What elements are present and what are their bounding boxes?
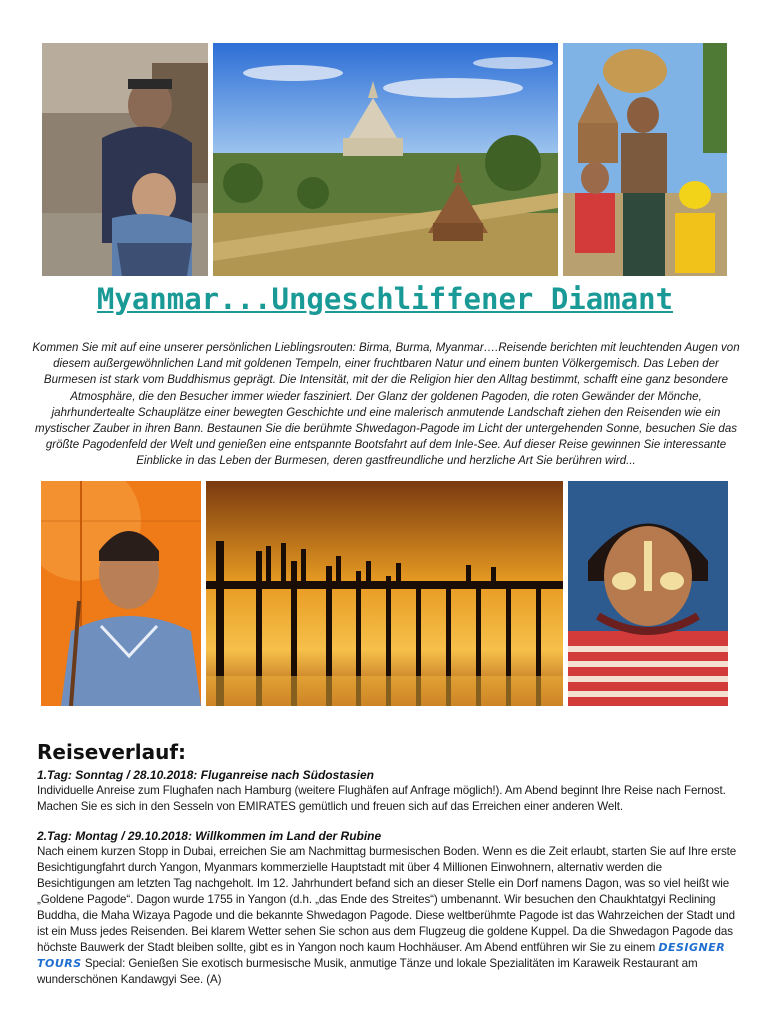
itinerary-heading: Reiseverlauf:	[37, 740, 187, 764]
day-2-text-main: Nach einem kurzen Stopp in Dubai, erreichen Sie am Nachmittag burmesischen Boden. Wenn es die Zeit erlaubt, starten Sie auf Ihre erste Besichtigungfahrt durch Yangon, Myanmars kommerzielle Hauptstadt mit über 4 Millionen Einwohnern, alternativ werden die Besichtigungen am letzten Tag nachgeholt. Im 12. Jahrhundert befand sich an dieser Stelle ein Dorf namens Dagon, was so viel heißt wie „Goldene Pagode“. Dagon wurde 1755 in Yangon (d.h. „das Ende des Streites“) umbenannt. Wir besuchen den Chaukhtatgyi Reclining Buddha, die Maha Wizaya Pagode und die bekannte Shwedagon Pagode. Diese weltberühmte Pagode ist das Wahrzeichen der Stadt und ist ein Muss jedes Reisenden. Bei klarem Wetter sehen Sie schon aus dem Flugzeug die goldene Kuppel. Da die Shwedagon Pagode das höchste Bauwerk der Stadt bleiben sollte, gibt es in Yangon noch kaum Hochhäuser. Am Abend entführen wir Sie zu einem	[37, 845, 737, 954]
day-1-heading: 1.Tag: Sonntag / 28.10.2018: Fluganreise nach Südostasien	[37, 768, 374, 782]
photo-grandmother-child	[42, 43, 208, 276]
photo-woman-with-basket	[563, 43, 727, 276]
intro-paragraph: Kommen Sie mit auf eine unserer persönlichen Lieblingsrouten: Birma, Burma, Myanmar….Reisende berichten mit leuchtenden Augen von diesem außergewöhnlichen Land mit goldenen Tempeln, einer fruchtbaren Natur und einem bunten Völkergemisch. Das Leben der Burmesen ist stark vom Buddhismus geprägt. Die Intensität, mit der die Religion hier den Alltag bestimmt, schafft eine ganz besondere Atmosphäre, die den Besucher immer wieder fasziniert. Der Glanz der goldenen Pagoden, die roten Gewänder der Mönche, jahrhundertealte Schauplätze einer bewegten Geschichte und eine malerisch anmutende Landschaft ziehen den Reisenden wie ein mystischer Zauber in ihren Bann. Bestaunen Sie die berühmte Shwedagon-Pagode im Licht der untergehenden Sonne, besuchen Sie das größte Pagodenfeld der Welt und genießen eine entspannte Bootsfahrt auf dem Inle-See. Auf dieser Reise gewinnen Sie interessante Einblicke in das Leben der Burmesen, deren gastfreundliche und herzliche Art Sie berühren wird...	[32, 342, 740, 468]
photo-ubein-bridge-sunset	[206, 481, 563, 706]
day-2-text-end: Special: Genießen Sie exotisch burmesische Musik, anmutige Tänze und lokale Spezialitäten im Karaweik Restaurant am wunderschönen Kandawgyi See. (A)	[37, 957, 698, 986]
day-1-text: Individuelle Anreise zum Flughafen nach Hamburg (weitere Flughäfen auf Anfrage möglich!). Am Abend beginnt Ihre Reise nach Fernost. Machen Sie es sich in den Sesseln von EMIRATES gemütlich und freuen sich auf das Erreichen einer anderen Welt.	[37, 784, 726, 813]
day-2-heading: 2.Tag: Montag / 29.10.2018: Willkommen im Land der Rubine	[37, 829, 382, 843]
photo-girl-thanaka	[568, 481, 728, 706]
designer-tours-brand: DESIGNER TOURS	[37, 941, 726, 970]
day-2-text	[37, 844, 737, 988]
photo-woman-with-umbrella	[41, 481, 201, 706]
page-title: Myanmar...Ungeschliffener Diamant	[96, 282, 674, 316]
photo-bagan-temples	[213, 43, 558, 276]
